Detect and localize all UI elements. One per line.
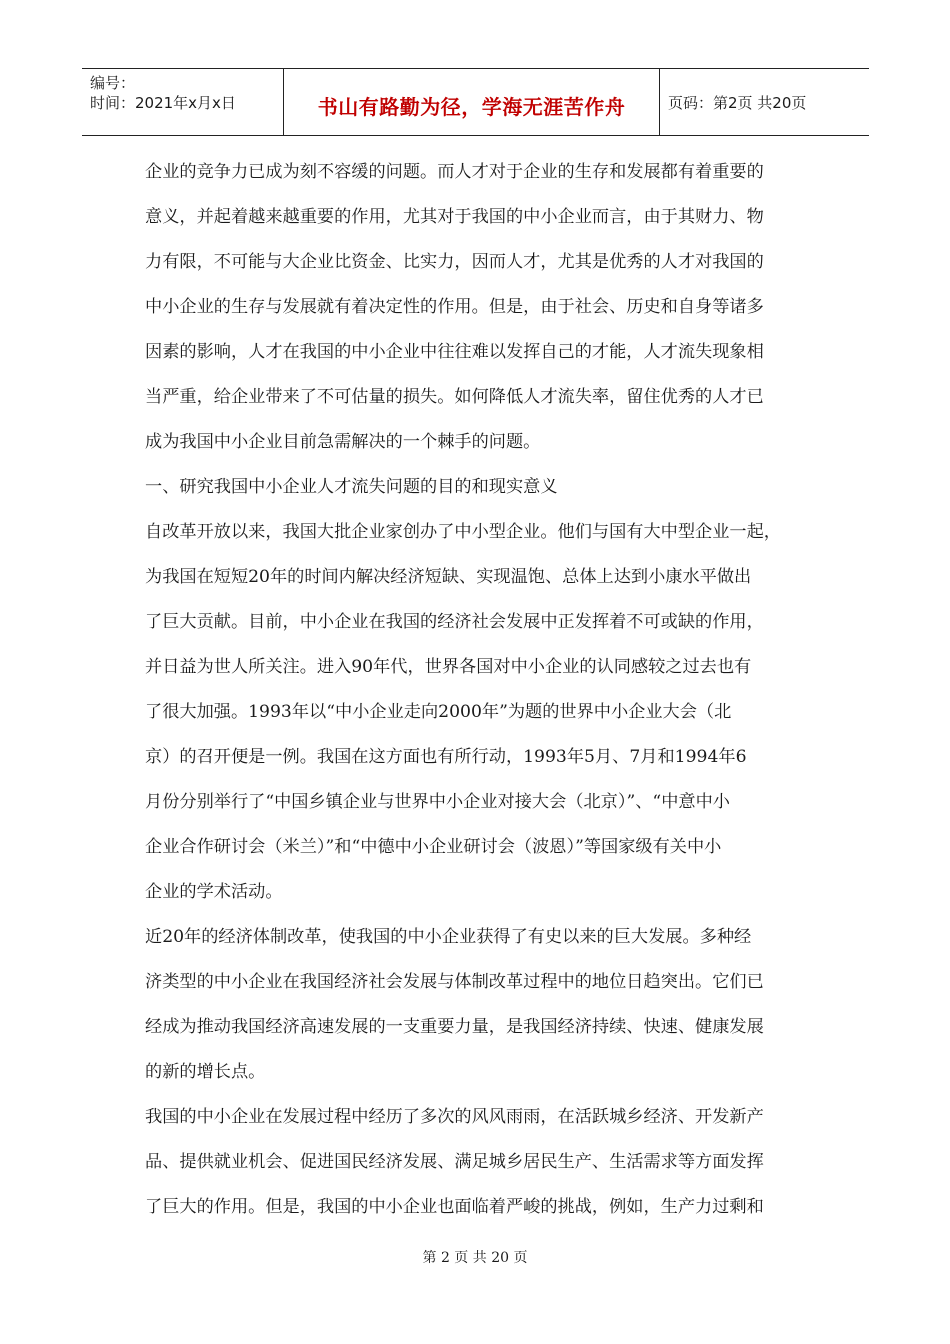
body-text-line: 的新的增长点。 <box>145 1062 266 1082</box>
body-text-line: 经成为推动我国经济高速发展的一支重要力量，是我国经济持续、快速、健康发展 <box>145 1017 764 1037</box>
body-text-line: 企业合作研讨会（米兰）”和“中德中小企业研讨会（波恩）”等国家级有关中小 <box>145 837 722 857</box>
body-text-line: 企业的学术活动。 <box>145 882 283 902</box>
header-meta-cell <box>82 69 284 135</box>
serial-number-label: 编号： <box>90 74 136 92</box>
body-text-line: 当严重，给企业带来了不可估量的损失。如何降低人才流失率，留住优秀的人才已 <box>145 387 764 407</box>
body-text-line: 济类型的中小企业在我国经济社会发展与体制改革过程中的地位日趋突出。它们已 <box>145 972 764 992</box>
body-text-line: 意义，并起着越来越重要的作用，尤其对于我国的中小企业而言，由于其财力、物 <box>145 207 764 227</box>
body-text-line: 近20年的经济体制改革，使我国的中小企业获得了有史以来的巨大发展。多种经 <box>145 927 752 947</box>
page-header <box>82 68 869 136</box>
body-text-line: 京）的召开便是一例。我国在这方面也有所行动，1993年5月、7月和1994年6 <box>145 747 747 767</box>
body-text-line: 了巨大的作用。但是，我国的中小企业也面临着严峻的挑战，例如，生产力过剩和 <box>145 1197 764 1217</box>
body-text-line: 月份分别举行了“中国乡镇企业与世界中小企业对接大会（北京）”、“中意中小 <box>145 792 730 812</box>
date-label: 时间：2021年x月x日 <box>90 94 236 112</box>
body-text-line: 一、研究我国中小企业人才流失问题的目的和现实意义 <box>145 477 558 497</box>
header-page-info: 页码：第2页 共20页 <box>668 93 807 112</box>
body-text-line: 了巨大贡献。目前，中小企业在我国的经济社会发展中正发挥着不可或缺的作用， <box>145 612 764 632</box>
body-text-line: 力有限，不可能与大企业比资金、比实力，因而人才，尤其是优秀的人才对我国的 <box>145 252 764 272</box>
body-text-line: 为我国在短短20年的时间内解决经济短缺、实现温饱、总体上达到小康水平做出 <box>145 567 752 587</box>
body-text-line: 因素的影响，人才在我国的中小企业中往往难以发挥自己的才能，人才流失现象相 <box>145 342 764 362</box>
body-text-line: 并日益为世人所关注。进入90年代，世界各国对中小企业的认同感较之过去也有 <box>145 657 752 677</box>
body-text-line: 品、提供就业机会、促进国民经济发展、满足城乡居民生产、生活需求等方面发挥 <box>145 1152 764 1172</box>
body-text-line: 成为我国中小企业目前急需解决的一个棘手的问题。 <box>145 432 541 452</box>
body-text-line: 了很大加强。1993年以“中小企业走向2000年”为题的世界中小企业大会（北 <box>145 702 732 722</box>
body-text-line: 企业的竞争力已成为刻不容缓的问题。而人才对于企业的生存和发展都有着重要的 <box>145 162 764 182</box>
document-body <box>145 150 810 1230</box>
header-motto: 书山有路勤为径，学海无涯苦作舟 <box>284 69 660 135</box>
body-text-line: 中小企业的生存与发展就有着决定性的作用。但是，由于社会、历史和自身等诸多 <box>145 297 764 317</box>
page-footer: 第 2 页 共 20 页 <box>422 1250 528 1266</box>
body-text-line: 自改革开放以来，我国大批企业家创办了中小型企业。他们与国有大中型企业一起， <box>145 522 781 542</box>
body-text-line: 我国的中小企业在发展过程中经历了多次的风风雨雨，在活跃城乡经济、开发新产 <box>145 1107 764 1127</box>
